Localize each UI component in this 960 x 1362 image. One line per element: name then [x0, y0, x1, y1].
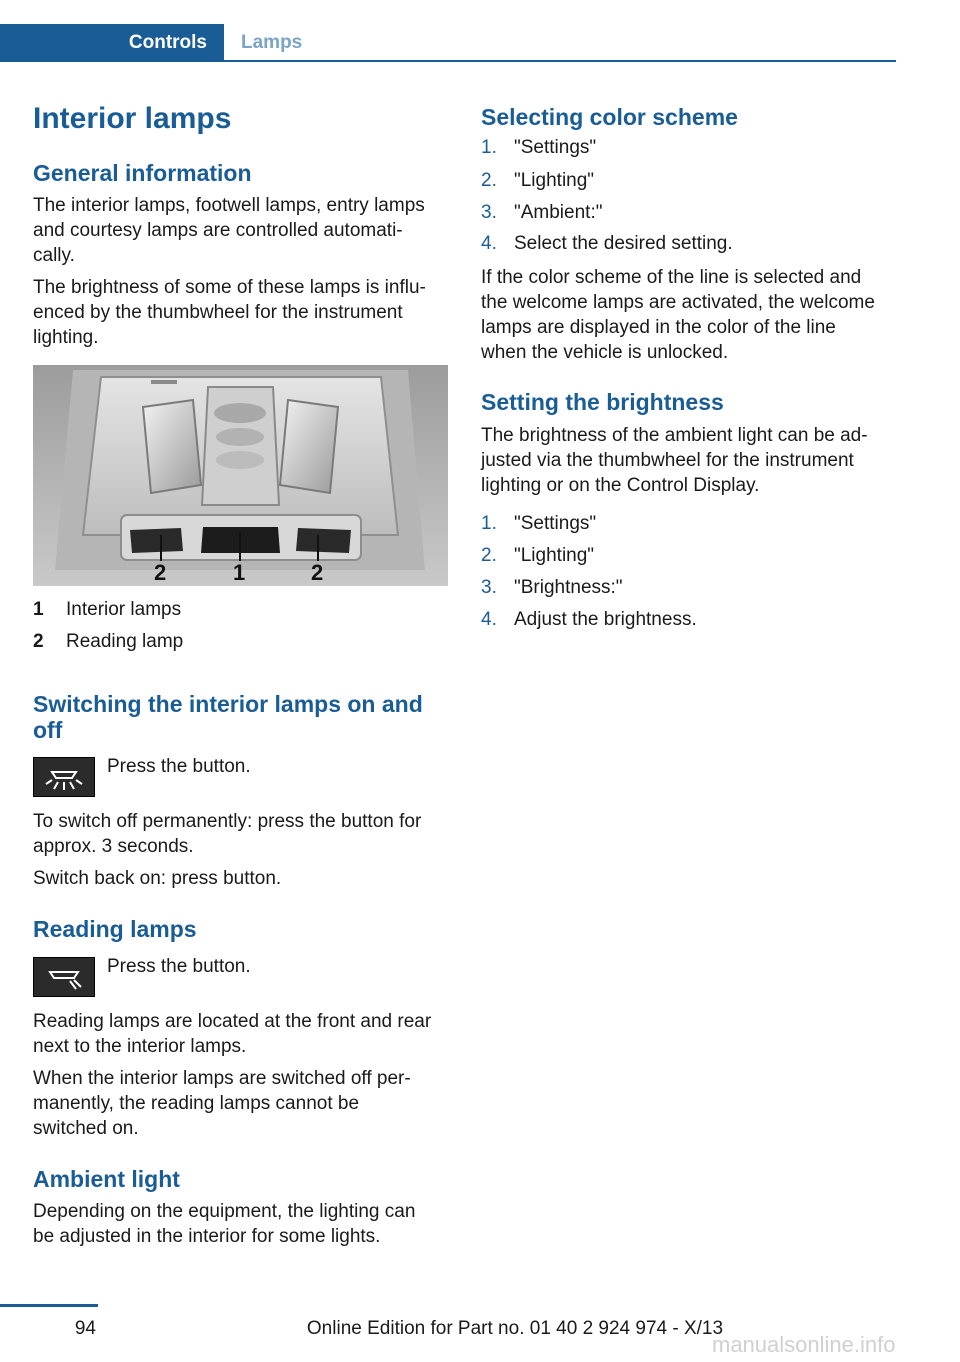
text-line: When the interior lamps are switched off per-: [33, 1068, 411, 1089]
reading-lamp-button-icon: [33, 957, 95, 997]
general-info-paragraph-2: [33, 275, 426, 350]
step-number: 3.: [481, 577, 497, 598]
reading-press-text: Press the button.: [107, 956, 251, 977]
text-line: To switch off permanently: press the button for: [33, 811, 422, 832]
page-title: Interior lamps: [33, 102, 232, 135]
text-line: Switching the interior lamps on and: [33, 691, 423, 717]
reading-paragraph-1: [33, 1009, 431, 1059]
footer-edition: Online Edition for Part no. 01 40 2 924 974 - X/13: [306, 1318, 724, 1339]
header-subsection-tab: Lamps: [241, 32, 303, 53]
step-number: 1.: [481, 137, 497, 158]
step-number: 2.: [481, 545, 497, 566]
text-line: next to the interior lamps.: [33, 1036, 247, 1057]
general-info-paragraph-1: [33, 193, 425, 268]
switching-heading: [33, 691, 423, 743]
step-text: "Brightness:": [514, 577, 623, 598]
header-rule: [224, 60, 896, 62]
switching-press-text: Press the button.: [107, 756, 251, 777]
text-line: The brightness of some of these lamps is influ-: [33, 277, 426, 298]
text-line: lamps are displayed in the color of the line: [481, 317, 836, 338]
step-text: "Lighting": [514, 545, 595, 566]
figure-label-reading-left: 2: [154, 560, 167, 585]
text-line: lighting or on the Control Display.: [481, 475, 760, 496]
page-number: 94: [74, 1318, 96, 1339]
reading-paragraph-2: [33, 1066, 411, 1141]
legend-number: 1: [33, 599, 44, 620]
step-number: 4.: [481, 609, 497, 630]
footer-rule: [0, 1304, 98, 1307]
ambient-paragraph: [33, 1199, 415, 1249]
text-line: off: [33, 717, 63, 743]
text-line: be adjusted in the interior for some lights.: [33, 1226, 381, 1247]
brightness-paragraph: [481, 423, 868, 498]
interior-lamp-button-icon: [33, 757, 95, 797]
step-number: 2.: [481, 170, 497, 191]
step-text: Adjust the brightness.: [514, 609, 697, 630]
text-line: approx. 3 seconds.: [33, 836, 194, 857]
legend-text: Reading lamp: [66, 631, 184, 652]
step-text: Select the desired setting.: [514, 233, 733, 254]
step-text: "Lighting": [514, 170, 595, 191]
ambient-light-heading: Ambient light: [33, 1166, 180, 1192]
color-scheme-paragraph: [481, 265, 875, 365]
step-text: "Settings": [514, 137, 597, 158]
step-number: 4.: [481, 233, 497, 254]
step-number: 3.: [481, 202, 497, 223]
text-line: The interior lamps, footwell lamps, entry lamps: [33, 195, 425, 216]
step-text: "Settings": [514, 513, 597, 534]
step-text: "Ambient:": [514, 202, 603, 223]
console-illustration: [33, 365, 448, 586]
text-line: lighting.: [33, 327, 99, 348]
general-info-heading: General information: [33, 160, 252, 186]
figure-label-interior: 1: [233, 560, 246, 585]
text-line: If the color scheme of the line is selected and: [481, 267, 862, 288]
text-line: manently, the reading lamps cannot be: [33, 1093, 360, 1114]
interior-lamps-figure: [33, 365, 448, 586]
lamp-icon: [34, 758, 94, 796]
color-scheme-heading: Selecting color scheme: [481, 104, 738, 130]
text-line: The brightness of the ambient light can be ad-: [481, 425, 868, 446]
text-line: cally.: [33, 245, 75, 266]
switching-paragraph-1: [33, 809, 421, 859]
watermark: manualsonline.info: [712, 1332, 896, 1357]
figure-label-reading-right: 2: [311, 560, 324, 585]
legend-text: Interior lamps: [66, 599, 182, 620]
header-section-tab: Controls: [0, 24, 224, 62]
legend-number: 2: [33, 631, 44, 652]
text-line: when the vehicle is unlocked.: [481, 342, 729, 363]
text-line: enced by the thumbwheel for the instrument: [33, 302, 403, 323]
text-line: and courtesy lamps are controlled automati-: [33, 220, 403, 241]
reading-lamp-icon: [34, 958, 94, 996]
text-line: switched on.: [33, 1118, 139, 1139]
reading-lamps-heading: Reading lamps: [33, 916, 197, 942]
text-line: justed via the thumbwheel for the instrument: [481, 450, 854, 471]
step-number: 1.: [481, 513, 497, 534]
brightness-heading: Setting the brightness: [481, 389, 724, 415]
text-line: Depending on the equipment, the lighting can: [33, 1201, 416, 1222]
text-line: the welcome lamps are activated, the welcome: [481, 292, 875, 313]
switching-paragraph-2: Switch back on: press button.: [33, 868, 282, 889]
text-line: Reading lamps are located at the front and rear: [33, 1011, 432, 1032]
